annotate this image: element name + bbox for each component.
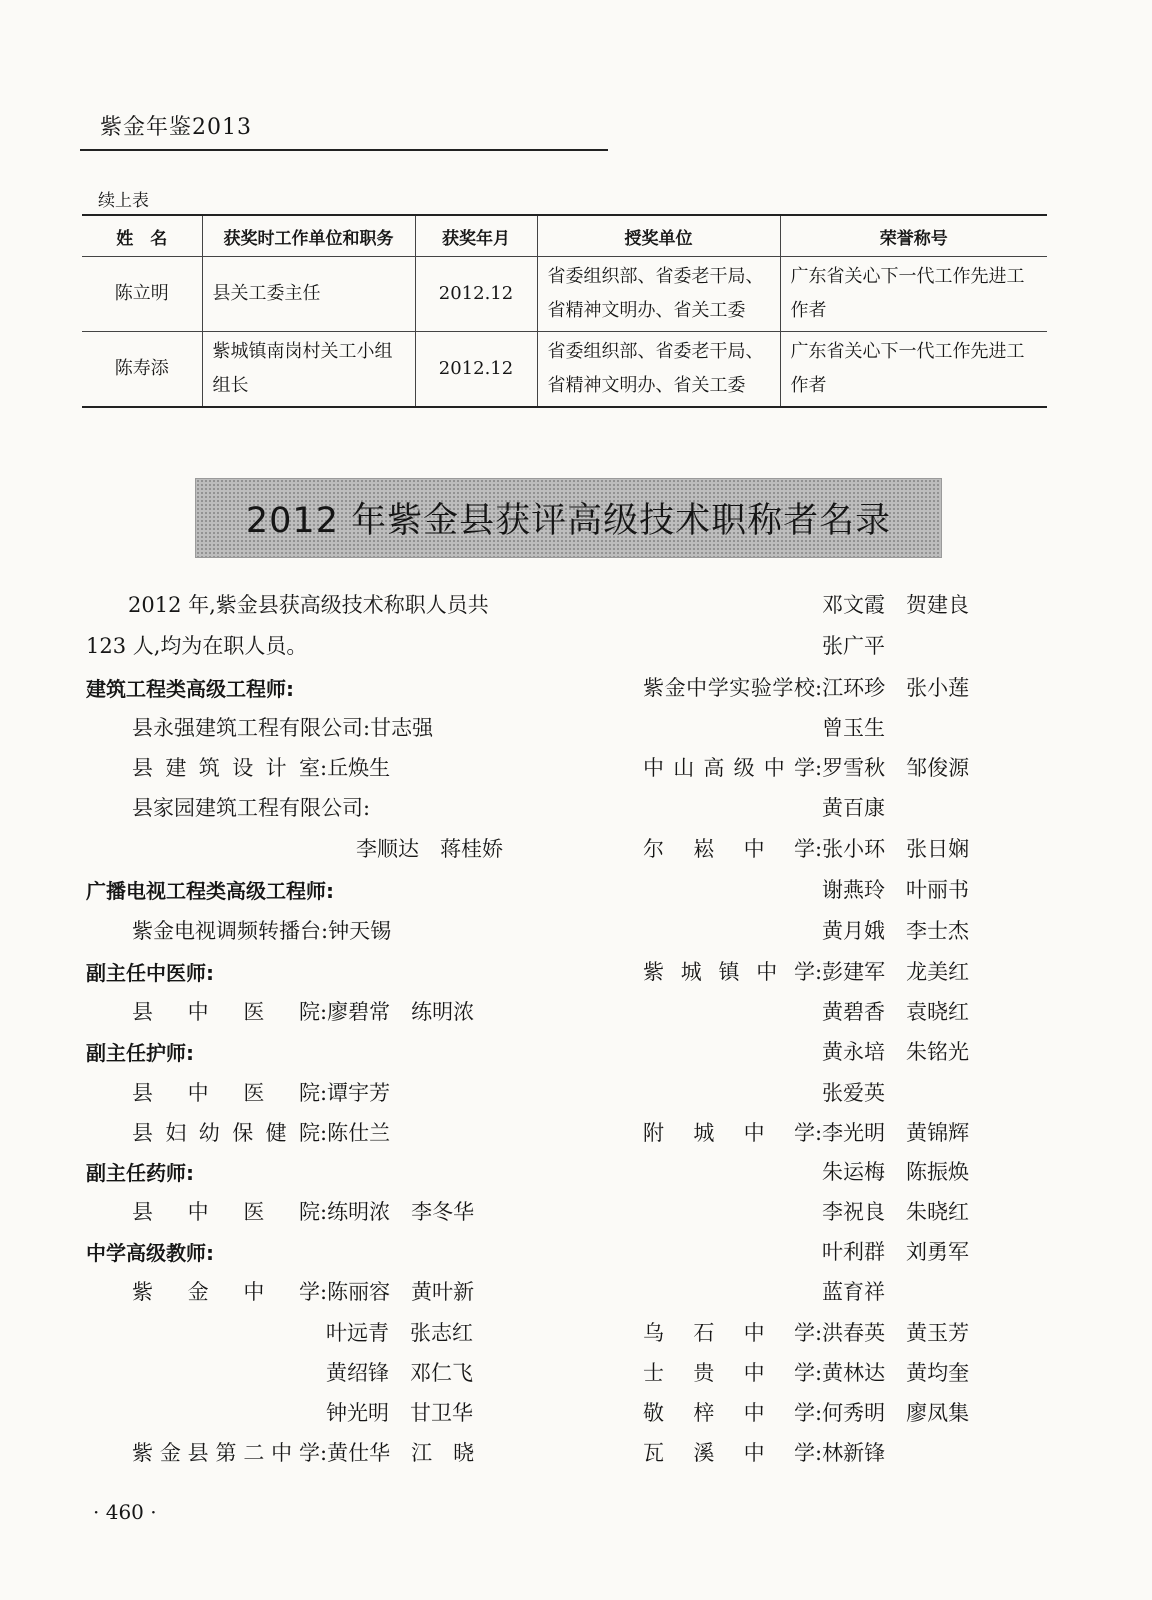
cell-name: 陈寿添	[82, 332, 202, 408]
org-name: 县家园建筑工程有限公司:	[132, 796, 371, 820]
category-heading: 副主任中医师:	[86, 961, 214, 985]
cell-unit: 紫城镇南岗村关工小组组长	[202, 332, 415, 408]
listing-line: 紫金中学:陈丽容 黄叶新	[132, 1277, 474, 1307]
person-names: 林新锋	[822, 1441, 886, 1465]
col-header-date: 获奖年月	[415, 215, 537, 257]
person-names: 李祝良 朱晓红	[822, 1200, 969, 1224]
person-names: 钟光明 甘卫华	[326, 1401, 473, 1425]
section-title: 2012 年紫金县获评高级技术职称者名录	[245, 501, 892, 541]
listing-line: 士贵中学:黄林达 黄均奎	[643, 1358, 969, 1388]
intro-line-2: 123 人,均为在职人员。	[86, 634, 308, 658]
person-names: 黄林达 黄均奎	[822, 1361, 970, 1385]
person-names: 何秀明 廖凤集	[822, 1401, 970, 1425]
running-header: 紫金年鉴2013	[100, 115, 252, 140]
org-name: 县中医院	[132, 1200, 320, 1224]
person-names: 蓝育祥	[822, 1280, 885, 1304]
person-names: 丘焕生	[327, 756, 391, 780]
category-heading: 副主任药师:	[86, 1161, 194, 1185]
cell-date: 2012.12	[415, 257, 537, 332]
table-row	[82, 257, 1047, 332]
org-name: 紫金中学实验学校	[643, 676, 815, 700]
org-name: 县妇幼保健院	[132, 1121, 320, 1145]
cell-unit: 县关工委主任	[202, 257, 415, 332]
org-name: 乌石中学	[643, 1321, 815, 1345]
person-names: 叶远青 张志红	[326, 1321, 473, 1345]
org-name: 士贵中学	[643, 1361, 815, 1385]
person-names: 江环珍 张小莲	[822, 676, 970, 700]
person-names: 朱运梅 陈振焕	[822, 1160, 969, 1184]
person-names: 李顺达 蒋桂娇	[356, 837, 503, 861]
table-caption: 续上表	[98, 191, 149, 211]
category-heading: 广播电视工程类高级工程师:	[86, 879, 334, 903]
person-names: 张爱英	[822, 1081, 885, 1105]
col-header-unit: 获奖时工作单位和职务	[202, 215, 415, 257]
person-names: 陈丽容 黄叶新	[327, 1280, 475, 1304]
person-names: 邓文霞 贺建良	[822, 593, 969, 617]
person-names: 彭建军 龙美红	[822, 960, 970, 984]
person-names: 廖碧常 练明浓	[327, 1000, 475, 1024]
org-name: 县永强建筑工程有限公司	[132, 716, 363, 740]
person-names: 黄碧香 袁晓红	[822, 1000, 969, 1024]
person-names: 陈仕兰	[327, 1121, 391, 1145]
person-names: 曾玉生	[822, 716, 885, 740]
listing-line: 敬梓中学:何秀明 廖凤集	[643, 1398, 969, 1428]
listing-line: 乌石中学:洪春英 黄玉芳	[643, 1318, 969, 1348]
person-names: 黄仕华 江 晓	[327, 1441, 475, 1465]
listing-line: 县妇幼保健院:陈仕兰	[132, 1118, 390, 1148]
table-row	[82, 332, 1047, 408]
person-names: 甘志强	[370, 716, 434, 740]
person-names: 张广平	[822, 634, 885, 658]
page-number: · 460 ·	[93, 1500, 157, 1524]
person-names: 谢燕玲 叶丽书	[822, 878, 969, 902]
person-names: 黄百康	[822, 796, 885, 820]
person-names: 洪春英 黄玉芳	[822, 1321, 970, 1345]
section-title-banner	[195, 478, 942, 558]
listing-line: 瓦溪中学:林新锋	[643, 1438, 885, 1468]
org-name: 敬梓中学	[643, 1401, 815, 1425]
category-heading: 建筑工程类高级工程师:	[86, 677, 294, 701]
col-header-honor: 荣誉称号	[780, 215, 1047, 257]
listing-line: 中山高级中学:罗雪秋 邹俊源	[643, 753, 969, 783]
person-names: 谭宇芳	[327, 1081, 391, 1105]
cell-honor: 广东省关心下一代工作先进工作者	[780, 332, 1047, 408]
category-heading: 副主任护师:	[86, 1041, 194, 1065]
category-heading: 中学高级教师:	[86, 1241, 214, 1265]
listing-line: 紫金电视调频转播台:钟天锡	[132, 919, 392, 943]
col-header-name: 姓 名	[82, 215, 202, 257]
person-names: 叶利群 刘勇军	[822, 1240, 969, 1264]
person-names: 练明浓 李冬华	[327, 1200, 475, 1224]
person-names: 钟天锡	[328, 919, 392, 943]
listing-line: 紫金中学实验学校:江环珍 张小莲	[643, 673, 969, 703]
person-names: 黄绍锋 邓仁飞	[326, 1361, 473, 1385]
org-name: 县中医院	[132, 1000, 320, 1024]
header-rule	[80, 149, 608, 151]
person-names: 黄永培 朱铭光	[822, 1040, 969, 1064]
org-name: 瓦溪中学	[643, 1441, 815, 1465]
org-name: 中山高级中学	[643, 756, 815, 780]
listing-line: 县中医院:谭宇芳	[132, 1078, 390, 1108]
listing-line: 县中医院:练明浓 李冬华	[132, 1197, 474, 1227]
intro-line-1: 2012 年,紫金县获高级技术称职人员共	[128, 593, 489, 617]
org-name: 尔崧中学	[643, 837, 815, 861]
cell-name: 陈立明	[82, 257, 202, 332]
cell-date: 2012.12	[415, 332, 537, 408]
listing-line: 附城中学:李光明 黄锦辉	[643, 1118, 969, 1148]
cell-awarder: 省委组织部、省委老干局、省精神文明办、省关工委	[537, 257, 780, 332]
table-header-row	[82, 215, 1047, 257]
col-header-awarder: 授奖单位	[537, 215, 780, 257]
award-table	[82, 214, 1047, 408]
org-name: 附城中学	[643, 1121, 815, 1145]
org-name: 紫金中学	[132, 1280, 320, 1304]
org-name: 紫金县第二中学	[132, 1441, 320, 1465]
person-names: 张小环 张日娴	[822, 837, 970, 861]
listing-line: 紫金县第二中学:黄仕华 江 晓	[132, 1438, 474, 1468]
cell-honor: 广东省关心下一代工作先进工作者	[780, 257, 1047, 332]
org-name: 紫金电视调频转播台	[132, 919, 321, 943]
listing-line: 紫城镇中学:彭建军 龙美红	[643, 957, 969, 987]
person-names: 李光明 黄锦辉	[822, 1121, 970, 1145]
org-name: 县建筑设计室	[132, 756, 320, 780]
cell-awarder: 省委组织部、省委老干局、省精神文明办、省关工委	[537, 332, 780, 408]
org-name: 县中医院	[132, 1081, 320, 1105]
person-names: 黄月娥 李士杰	[822, 919, 969, 943]
person-names: 罗雪秋 邹俊源	[822, 756, 970, 780]
listing-line: 县中医院:廖碧常 练明浓	[132, 997, 474, 1027]
listing-line: 尔崧中学:张小环 张日娴	[643, 834, 969, 864]
org-name: 紫城镇中学	[643, 960, 815, 984]
listing-line: 县永强建筑工程有限公司:甘志强	[132, 716, 434, 740]
listing-line: 县建筑设计室:丘焕生	[132, 753, 390, 783]
